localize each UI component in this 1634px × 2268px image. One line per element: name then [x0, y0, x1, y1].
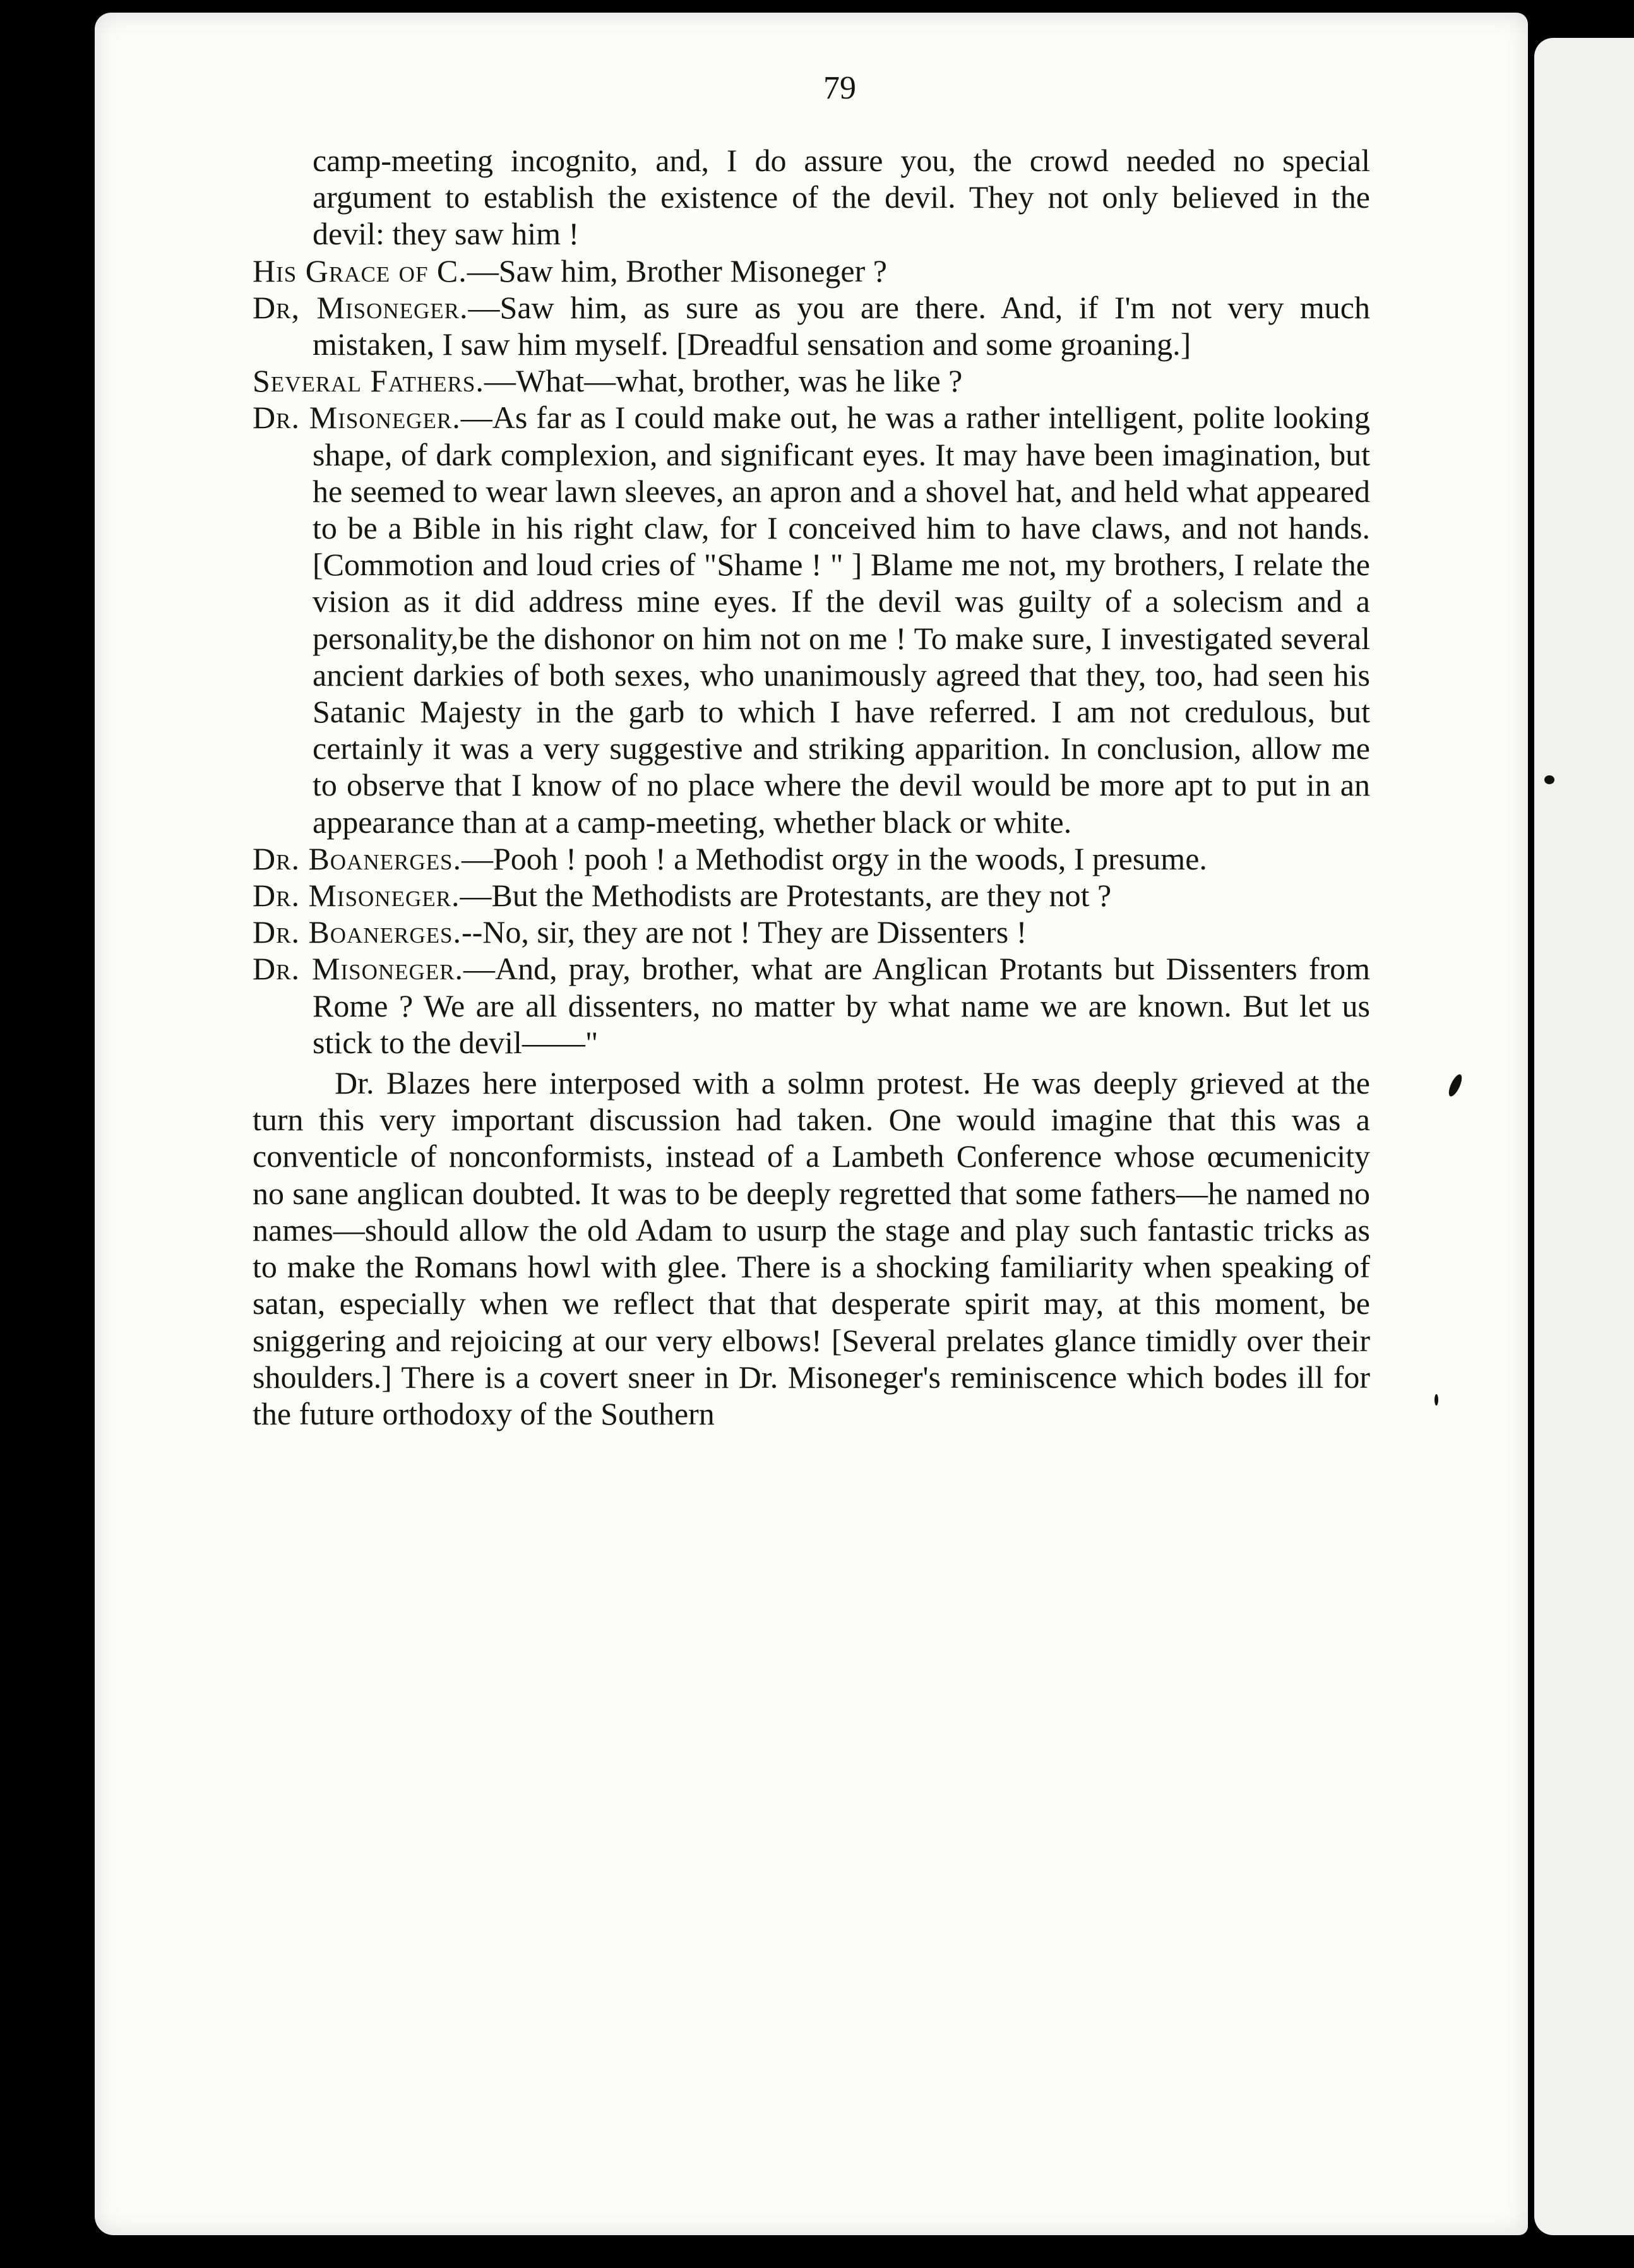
- speech-text: —As far as I could make out, he was a rather intelligent, polite looking shape, of dark complexion, and significant eyes. It may have been imagination, but he seemed to wear lawn sleeves, an apron and a shovel hat, and held what appeared to be a Bible in his right claw, for I conceived him to have claws, and not hands. [Commotion and loud cries of "Shame ! " ] Blame me not, my brothers, I relate the vision as it did address mine eyes. If the devil was guilty of a solecism and a personality,be the dishonor on him not on me ! To make sure, I investigated several ancient darkies of both sexes, who unanimously agreed that they, too, had seen his Satanic Majesty in the garb to which I have referred. I am not credulous, but certainly it was a very suggestive and striking apparition. In conclusion, allow me to observe that I know of no place where the devil would be more apt to put in an appearance than at a camp-meeting, whether black or white.: [313, 400, 1371, 840]
- speech-boanerges: [253, 840, 1370, 877]
- speaker-name: Dr. Misoneger.: [253, 878, 460, 914]
- speech-text: --No, sir, they are not ! They are Dissenters !: [461, 914, 1027, 950]
- speech-text: —Saw him, Brother Misoneger ?: [467, 253, 887, 289]
- ink-speck: [1434, 1394, 1438, 1406]
- speech-text: —Saw him, as sure as you are there. And, if I'm not very much mistaken, I saw him myself. [Dreadful sensation and some groaning.]: [313, 289, 1371, 362]
- speech-text: camp-meeting incognito, and, I do assure you, the crowd needed no special argument to establish the existence of the devil. They not only believed in the devil: they saw him !: [313, 143, 1370, 252]
- speech-misoneger: [253, 877, 1370, 914]
- speech-misoneger-vision: [253, 399, 1370, 840]
- speech-his-grace: [253, 253, 1370, 289]
- speech-continuation: [253, 142, 1370, 253]
- speech-boanerges: [253, 914, 1370, 950]
- adjacent-page-edge: [1534, 38, 1634, 2235]
- speech-several-fathers: [253, 362, 1370, 399]
- speaker-name: His Grace of C.: [253, 253, 467, 289]
- speech-text: —Pooh ! pooh ! a Methodist orgy in the woods, I presume.: [461, 840, 1207, 876]
- speech-text: —But the Methodists are Protestants, are they not ?: [460, 878, 1112, 914]
- speaker-name: Dr. Boanerges.: [253, 914, 462, 950]
- ink-speck: [1544, 775, 1554, 784]
- speaker-name: Dr. Boanerges.: [253, 840, 462, 876]
- speaker-name: Dr, Misoneger.: [253, 289, 468, 325]
- page-number: 79: [823, 70, 856, 106]
- speech-text: —And, pray, brother, what are Anglican Protants but Dissenters from Rome ? We are all dissenters, no matter by what name we are known. But let us stick to the devil——": [313, 951, 1371, 1060]
- speaker-name: Dr. Misoneger.: [253, 951, 464, 987]
- speech-misoneger: [253, 950, 1370, 1061]
- speech-misoneger: [253, 289, 1370, 362]
- page-body: [253, 142, 1370, 1432]
- speaker-name: Several Fathers.: [253, 363, 484, 399]
- speaker-name: Dr. Misoneger.: [253, 400, 461, 436]
- narrative-paragraph: Dr. Blazes here interposed with a solmn protest. He was deeply grieved at the turn this very important discussion had taken. One would imagine that this was a conventicle of nonconformists, instead of a Lambeth Conference whose œcumenicity no sane anglican doubted. It was to be deeply regretted that some fathers—he named no names—should allow the old Adam to usurp the stage and play such fantastic tricks as to make the Romans howl with glee. There is a shocking familiarity when speaking of satan, especially when we reflect that that desperate spirit may, at this moment, be sniggering and rejoicing at our very elbows! [Several prelates glance timidly over their shoulders.] There is a covert sneer in Dr. Misoneger's reminiscence which bodes ill for the future orthodoxy of the Southern: [253, 1065, 1370, 1431]
- speech-text: —What—what, brother, was he like ?: [484, 363, 963, 399]
